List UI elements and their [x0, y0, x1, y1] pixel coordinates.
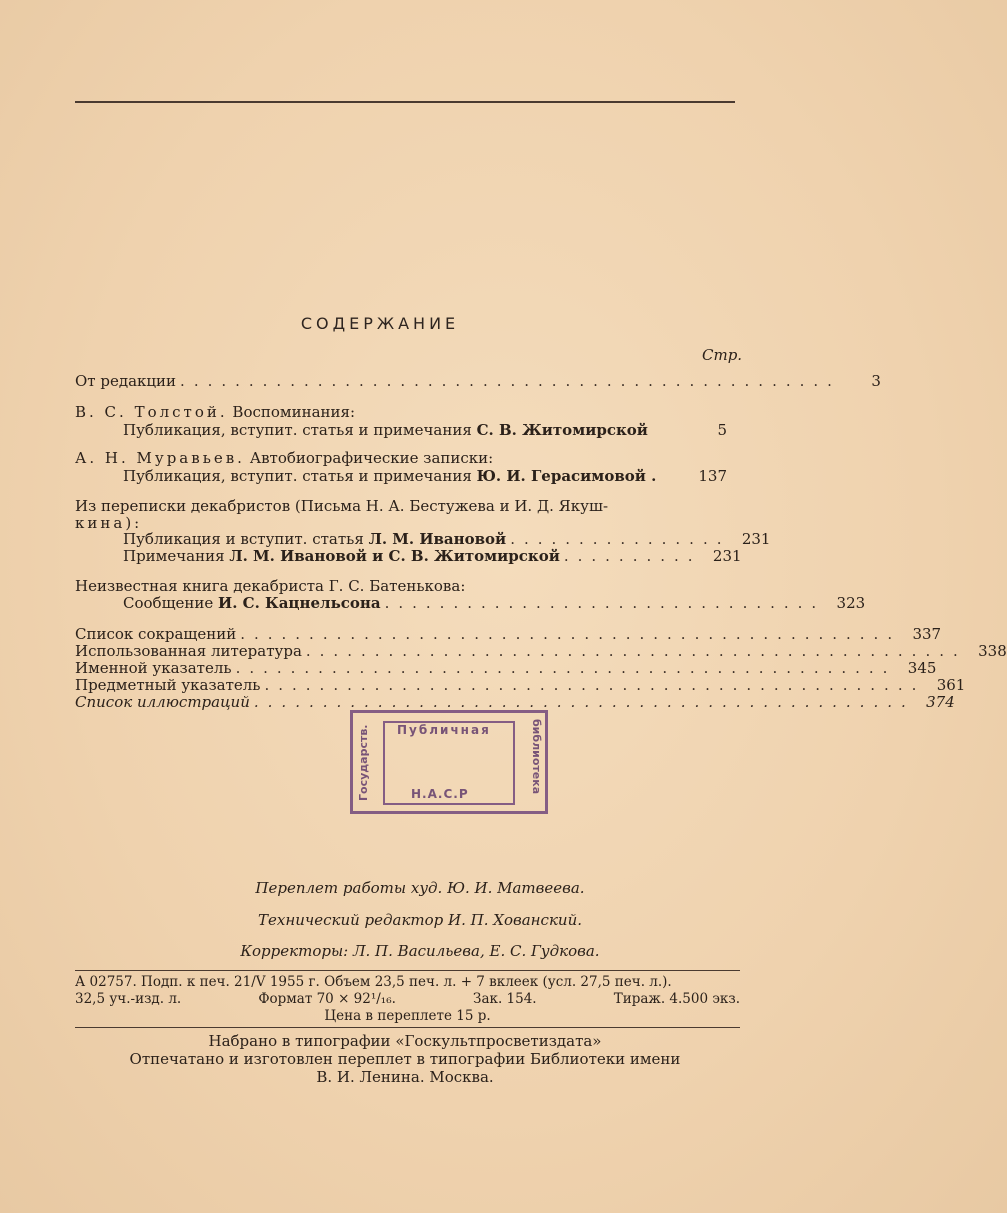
imprint-bottom-rule	[75, 1027, 740, 1028]
stamp-text-top: Публичная	[397, 723, 491, 737]
page-title: СОДЕРЖАНИЕ	[300, 314, 460, 333]
toc-entry: Список иллюстраций ................................................ 374	[75, 693, 955, 711]
imprint	[75, 974, 740, 1025]
printer-line-2: Отпечатано и изготовлен переплет в типографии Библиотеки имени	[129, 1050, 681, 1068]
toc-entry: Неизвестная книга декабриста Г. С. Батенькова:	[75, 577, 466, 595]
imprint-line-1: А 02757. Подп. к печ. 21/V 1955 г. Объем 23,5 печ. л. + 7 вклеек (усл. 27,5 печ. л.).	[75, 974, 672, 990]
page-column-label: Стр.	[702, 346, 743, 364]
stamp-text-right: библиотека	[530, 719, 543, 795]
table-of-contents	[75, 0, 1007, 720]
imprint-line-2: 32,5 уч.-изд. л. Формат 70 × 92¹/₁₆. Зак. 154. Тираж. 4.500 экз.	[75, 991, 740, 1007]
toc-entry: Из переписки декабристов (Письма Н. А. Бестужева и И. Д. Якуш-	[75, 497, 609, 515]
binding-credit: Переплет работы худ. Ю. И. Матвеева.	[255, 879, 585, 897]
toc-entry: Список сокращений ................................................ 337	[75, 625, 942, 643]
toc-entry: Примечания Л. М. Ивановой и С. В. Житомирской .......... 231	[123, 547, 742, 565]
toc-entry: Публикация, вступит. статья и примечания С. В. Житомирской 5	[123, 421, 727, 439]
printer-line-3: В. И. Ленина. Москва.	[316, 1068, 494, 1086]
toc-entry: кина):	[75, 514, 143, 532]
toc-entry: Предметный указатель ................................................ 361	[75, 676, 966, 694]
imprint-line-3: Цена в переплете 15 р.	[324, 1008, 491, 1024]
toc-entry: Публикация и вступит. статья Л. М. Ивановой ................ 231	[123, 530, 771, 548]
toc-entry: Именной указатель ................................................ 345	[75, 659, 937, 677]
toc-entry: В. С. Толстой. Воспоминания:	[75, 403, 356, 421]
toc-entry: Публикация, вступит. статья и примечания Ю. И. Герасимовой . 137	[123, 467, 727, 485]
stamp-text-bottom: Н.А.С.Р	[411, 787, 469, 801]
toc-entry: Использованная литература ................................................ 338	[75, 642, 1007, 660]
printer-line-1: Набрано в типографии «Госкультпросветиздата»	[208, 1032, 602, 1050]
imprint-top-rule	[75, 970, 740, 971]
toc-entry: От редакции ................................................ 3	[75, 372, 881, 390]
toc-entry: А. Н. Муравьев. Автобиографические записки:	[75, 449, 494, 467]
library-stamp	[350, 710, 548, 814]
toc-entry: Сообщение И. С. Кацнельсона ................................ 323	[123, 594, 866, 612]
proofreaders-credit: Корректоры: Л. П. Васильева, Е. С. Гудкова.	[240, 942, 600, 960]
tech-editor-credit: Технический редактор И. П. Хованский.	[258, 911, 582, 929]
stamp-text-left: Государств.	[357, 724, 370, 801]
